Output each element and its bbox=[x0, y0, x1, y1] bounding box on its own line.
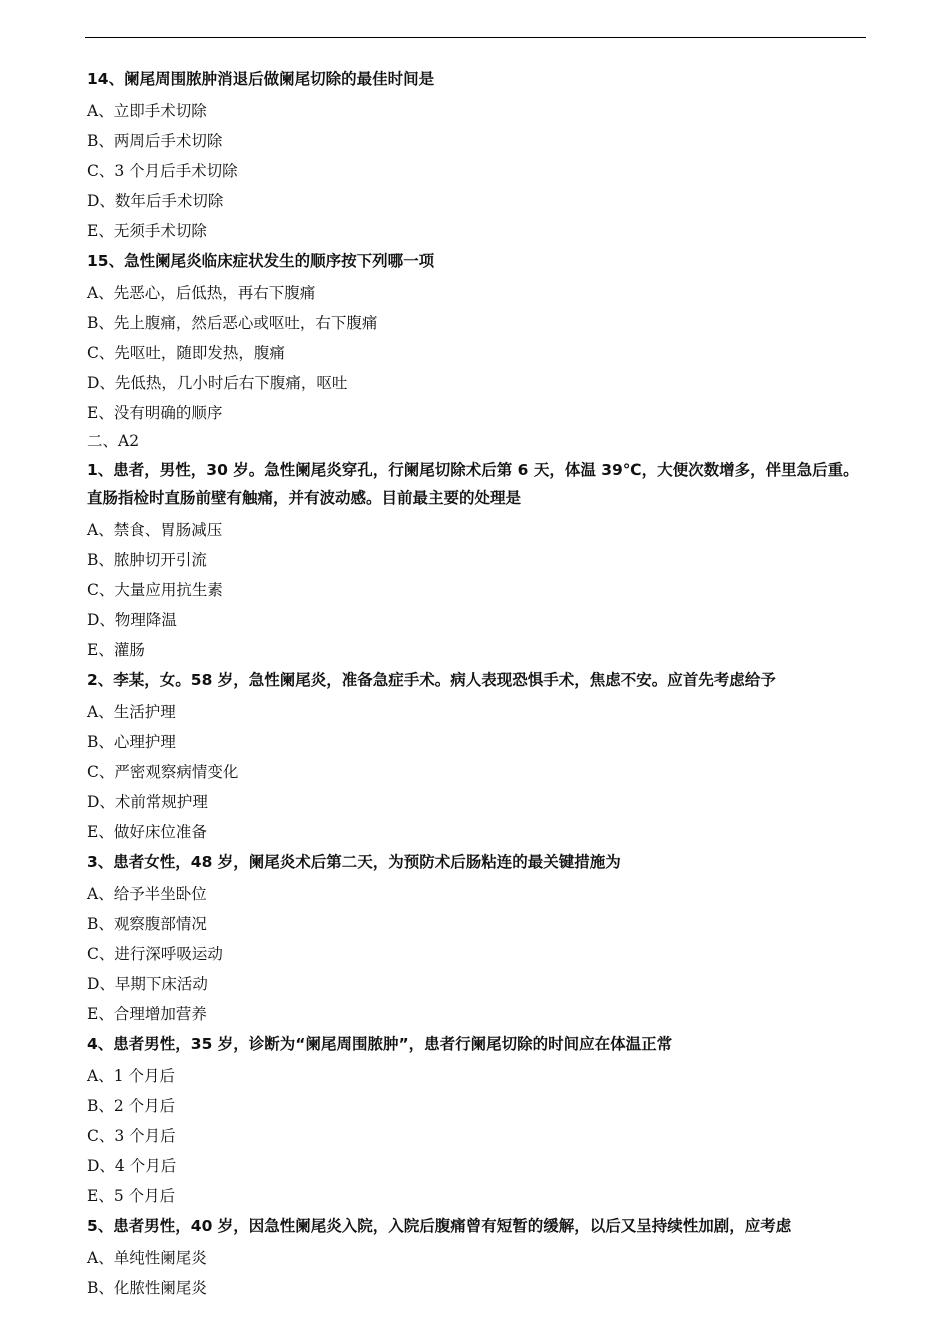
question-block bbox=[87, 1031, 867, 1211]
option-e: E、合理增加营养 bbox=[87, 1005, 207, 1023]
question-block bbox=[87, 66, 867, 246]
option-e: E、没有明确的顺序 bbox=[87, 404, 223, 422]
question-block bbox=[87, 667, 867, 847]
option-b: B、2 个月后 bbox=[87, 1097, 176, 1115]
option-d: D、4 个月后 bbox=[87, 1157, 177, 1175]
option-e: E、5 个月后 bbox=[87, 1187, 176, 1205]
option-b: B、观察腹部情况 bbox=[87, 915, 207, 933]
header-rule bbox=[85, 37, 866, 38]
option-a: A、先恶心，后低热，再右下腹痛 bbox=[87, 284, 316, 302]
option-d: D、物理降温 bbox=[87, 611, 177, 629]
option-a: A、生活护理 bbox=[87, 703, 176, 721]
option-b: B、两周后手术切除 bbox=[87, 132, 223, 150]
option-d: D、数年后手术切除 bbox=[87, 192, 224, 210]
question-text: 15、急性阑尾炎临床症状发生的顺序按下列哪一项 bbox=[87, 252, 435, 270]
option-b: B、化脓性阑尾炎 bbox=[87, 1279, 207, 1297]
question-block bbox=[87, 1213, 867, 1303]
option-d: D、先低热，几小时后右下腹痛，呕吐 bbox=[87, 374, 348, 392]
option-e: E、无须手术切除 bbox=[87, 222, 207, 240]
option-c: C、大量应用抗生素 bbox=[87, 581, 223, 599]
option-c: C、进行深呼吸运动 bbox=[87, 945, 223, 963]
option-c: C、严密观察病情变化 bbox=[87, 763, 239, 781]
question-text: 4、患者男性，35 岁，诊断为“阑尾周围脓肿”，患者行阑尾切除的时间应在体温正常 bbox=[87, 1035, 673, 1053]
question-text: 5、患者男性，40 岁，因急性阑尾炎入院，入院后腹痛曾有短暂的缓解，以后又呈持续性加剧，应考虑 bbox=[87, 1217, 792, 1235]
option-d: D、术前常规护理 bbox=[87, 793, 208, 811]
exam-content bbox=[87, 64, 867, 1303]
option-e: E、做好床位准备 bbox=[87, 823, 207, 841]
question-block bbox=[87, 456, 867, 665]
option-c: C、先呕吐，随即发热，腹痛 bbox=[87, 344, 285, 362]
option-b: B、先上腹痛，然后恶心或呕吐，右下腹痛 bbox=[87, 314, 378, 332]
option-b: B、心理护理 bbox=[87, 733, 176, 751]
section-title: 二、A2 bbox=[87, 432, 140, 450]
option-a: A、立即手术切除 bbox=[87, 102, 207, 120]
option-a: A、1 个月后 bbox=[87, 1067, 175, 1085]
option-b: B、脓肿切开引流 bbox=[87, 551, 207, 569]
question-text: 2、李某，女。58 岁，急性阑尾炎，准备急症手术。病人表现恐惧手术，焦虑不安。应首先考虑给予 bbox=[87, 671, 776, 689]
question-text: 1、患者，男性，30 岁。急性阑尾炎穿孔，行阑尾切除术后第 6 天，体温 39℃，大便次数增多，伴里急后重。直肠指检时直肠前壁有触痛，并有波动感。目前最主要的处理是 bbox=[87, 461, 859, 507]
option-a: A、禁食、胃肠减压 bbox=[87, 521, 223, 539]
option-c: C、3 个月后 bbox=[87, 1127, 176, 1145]
question-block bbox=[87, 849, 867, 1029]
option-a: A、单纯性阑尾炎 bbox=[87, 1249, 207, 1267]
question-block bbox=[87, 248, 867, 428]
question-text: 14、阑尾周围脓肿消退后做阑尾切除的最佳时间是 bbox=[87, 70, 435, 88]
option-d: D、早期下床活动 bbox=[87, 975, 208, 993]
option-e: E、灌肠 bbox=[87, 641, 145, 659]
option-c: C、3 个月后手术切除 bbox=[87, 162, 238, 180]
question-text: 3、患者女性，48 岁，阑尾炎术后第二天，为预防术后肠粘连的最关键措施为 bbox=[87, 853, 621, 871]
option-a: A、给予半坐卧位 bbox=[87, 885, 207, 903]
